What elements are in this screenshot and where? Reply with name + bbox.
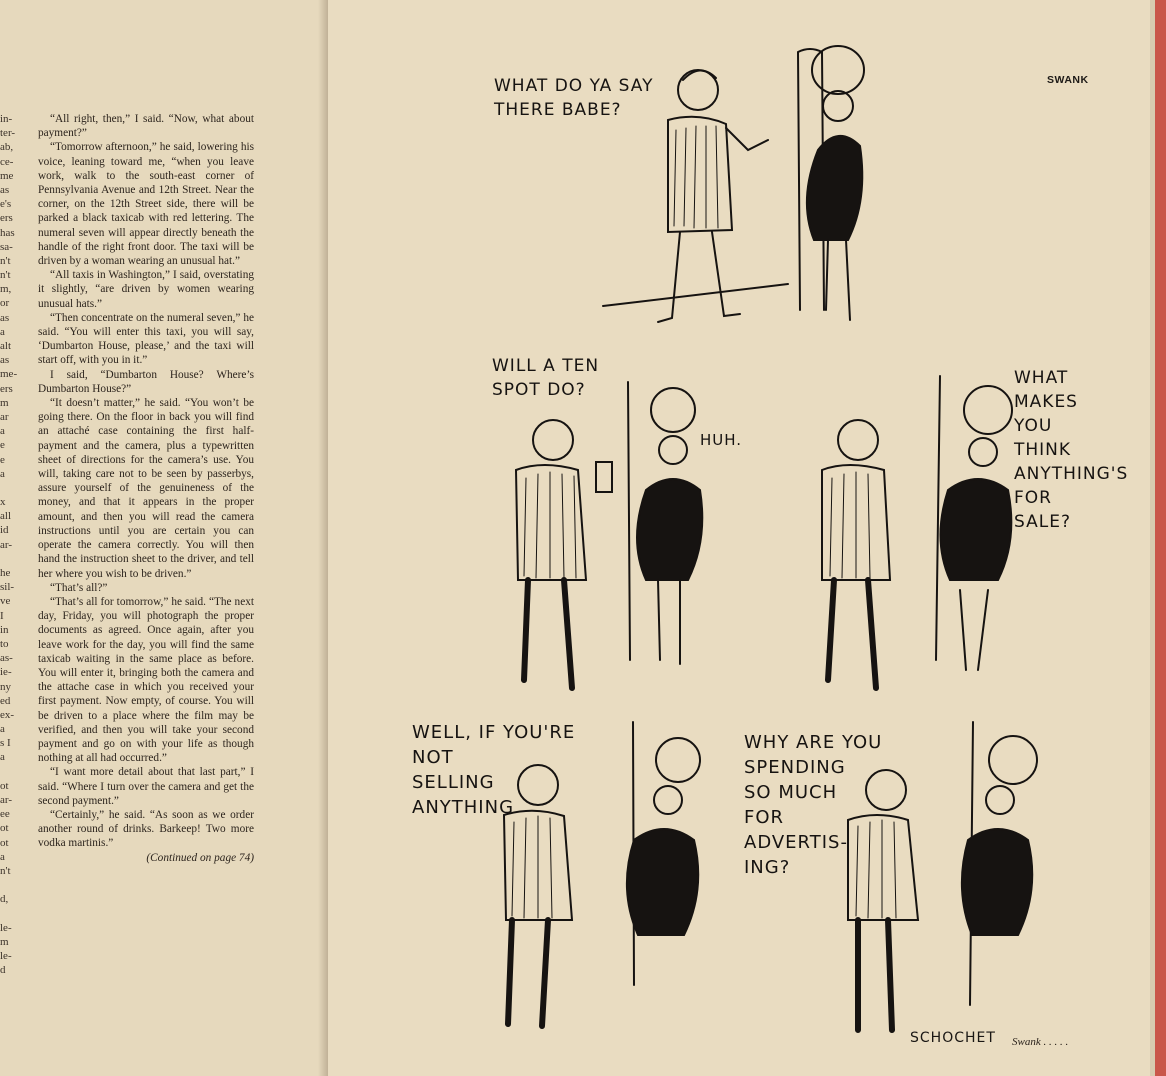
clipped-word: as (0, 311, 10, 324)
clipped-word: to (0, 637, 9, 650)
clipped-word: a (0, 425, 5, 438)
clipped-word: alt (0, 340, 11, 352)
clipped-word: as (0, 183, 10, 196)
panel-5-caption: WHY ARE YOU SPENDING SO MUCH FOR ADVERTIS- ING? (744, 732, 883, 878)
clipped-word: in- (0, 113, 13, 125)
clipped-word: n't (0, 864, 11, 877)
panel-4-caption: WELL, IF YOU'RE NOT SELLING ANYTHING (412, 722, 576, 818)
clipped-word: ar- (0, 794, 12, 806)
clipped-word: ie- (0, 666, 12, 679)
story-column (38, 112, 254, 865)
panel-3-caption: WHAT MAKES YOU THINK ANYTHING'S FOR SALE? (1014, 368, 1129, 532)
clipped-word: le- (0, 950, 12, 963)
clipped-word: sil- (0, 581, 15, 594)
clipped-word: x (0, 496, 6, 509)
story-paragraph: I said, “Dumbarton House? Where’s Dumbarton House?” (38, 368, 254, 395)
clipped-word: ar- (0, 538, 12, 551)
clipped-word: d (0, 964, 6, 977)
story-paragraph: “Certainly,” he said. “As soon as we order another round of drinks. Barkeep! Two more vodka martinis.” (38, 808, 254, 850)
story-paragraph: “Tomorrow afternoon,” he said, lowering his voice, leaning toward me, “when you leave work, walk to the south-east corner of Pennsylvania Avenue and 12th Street. Near the corner, on the 12th Street side, there will be parked a black taxicab with red lettering. The numeral seven will appear directly beneath the handle of the right front door. The taxi will be driven by a woman wearing an unusual hat.” (38, 141, 254, 268)
clipped-word: m (0, 396, 9, 409)
clipped-word: as- (0, 652, 13, 665)
clipped-word: has (0, 226, 15, 239)
clipped-word: me- (0, 368, 18, 381)
clipped-word: ers (0, 382, 13, 395)
clipped-word: I (0, 609, 4, 622)
clipped-word: in (0, 623, 9, 636)
clipped-word: ot (0, 779, 9, 792)
story-paragraph: “That’s all?” (50, 581, 108, 594)
story-paragraph: “I want more detail about that last part,” I said. “Where I turn over the camera and get the second payment.” (38, 766, 254, 807)
magazine-header: SWANK (1047, 74, 1089, 86)
clipped-word: e's (0, 198, 12, 211)
clipped-word: ers (0, 212, 13, 225)
cover-edge (1155, 0, 1166, 1076)
clipped-word: a (0, 751, 5, 764)
clipped-word: ar (0, 410, 9, 423)
story-paragraph: “Then concentrate on the numeral seven,” he said. “You will enter this taxi, you will say, ‘Dumbarton House, please,’ and the taxi will start off, with you in it.” (38, 311, 254, 367)
clipped-word: ve (0, 595, 11, 608)
clipped-word: me (0, 169, 14, 182)
story-paragraph: “That’s all for tomorrow,” he said. “The next day, Friday, you will photograph the proper documents as agreed. Once again, after you leave work for the day, you will find the same taxicab waiting in the same place as before. You will enter it, bringing both the camera and the attache case in which you received your first payment. Now empty, of course. You will be driven to a place where the film may be verified, and then you will take your second payment and go on with your life as though nothing at all had occurred.” (38, 595, 254, 765)
clipped-word: a (0, 325, 5, 338)
cartoon-art (328, 0, 1158, 1076)
clipped-word: all (0, 510, 11, 523)
clipped-word: m, (0, 283, 12, 296)
clipped-word: a (0, 850, 5, 863)
panel-2-caption: WILL A TEN SPOT DO? (492, 356, 600, 400)
page-footer: Swank . . . . . (1012, 1036, 1069, 1048)
clipped-word: a (0, 467, 5, 480)
clipped-word: a (0, 723, 5, 736)
clipped-word: sa- (0, 240, 13, 253)
clipped-word (0, 907, 30, 921)
clipped-word: id (0, 524, 9, 537)
clipped-word (0, 765, 30, 779)
story-paragraph: “All right, then,” I said. “Now, what about payment?” (38, 113, 254, 140)
clipped-word: as (0, 354, 10, 367)
clipped-word: ab, (0, 141, 14, 154)
clipped-word: or (0, 297, 10, 310)
clipped-word: n't (0, 269, 11, 282)
clipped-word (0, 878, 30, 892)
panel-1-caption: WHAT DO YA SAY THERE BABE? (494, 76, 654, 120)
clipped-word: e (0, 453, 5, 466)
story-paragraph: “It doesn’t matter,” he said. “You won’t be going there. On the floor in back you will find an attaché case containing the first half-payment and the camera, plus a typewritten sheet of directions for the camera’s use. You will, taking care not to be seen by passerbys, assure yourself of the genuineness of the money, and that it appears in the proper amount, and then you will read the camera instructions until you are certain you can operate the camera correctly. You will then hand the instruction sheet to the driver, and tell her where you wish to be driven.” (38, 397, 254, 580)
artist-signature: SCHOCHET (910, 1030, 996, 1046)
clipped-word: ot (0, 836, 9, 849)
clipped-word: ot (0, 822, 9, 835)
clipped-word: e (0, 439, 5, 452)
panel-2-reply: HUH. (700, 431, 743, 449)
panel-3-drawing (822, 376, 1012, 688)
continued-note: (Continued on page 74) (146, 851, 254, 864)
clipped-word: ny (0, 680, 11, 693)
clipped-word: n't (0, 254, 11, 267)
clipped-column (0, 112, 30, 1052)
clipped-word: ex- (0, 708, 15, 721)
clipped-word: s I (0, 737, 11, 750)
clipped-word: le- (0, 921, 12, 934)
clipped-word: he (0, 567, 11, 579)
clipped-word (0, 481, 30, 495)
clipped-word: ee (0, 808, 10, 821)
left-page (0, 0, 328, 1076)
clipped-word: ter- (0, 127, 16, 140)
clipped-word: ed (0, 694, 11, 707)
story-paragraph: “All taxis in Washington,” I said, overstating it slightly, “are driven by women wearing unusual hats.” (38, 269, 254, 310)
panel-2-drawing (516, 382, 702, 688)
clipped-word: m (0, 935, 9, 948)
clipped-word: ce- (0, 155, 14, 168)
clipped-word: d, (0, 893, 9, 906)
clipped-word (0, 552, 30, 566)
